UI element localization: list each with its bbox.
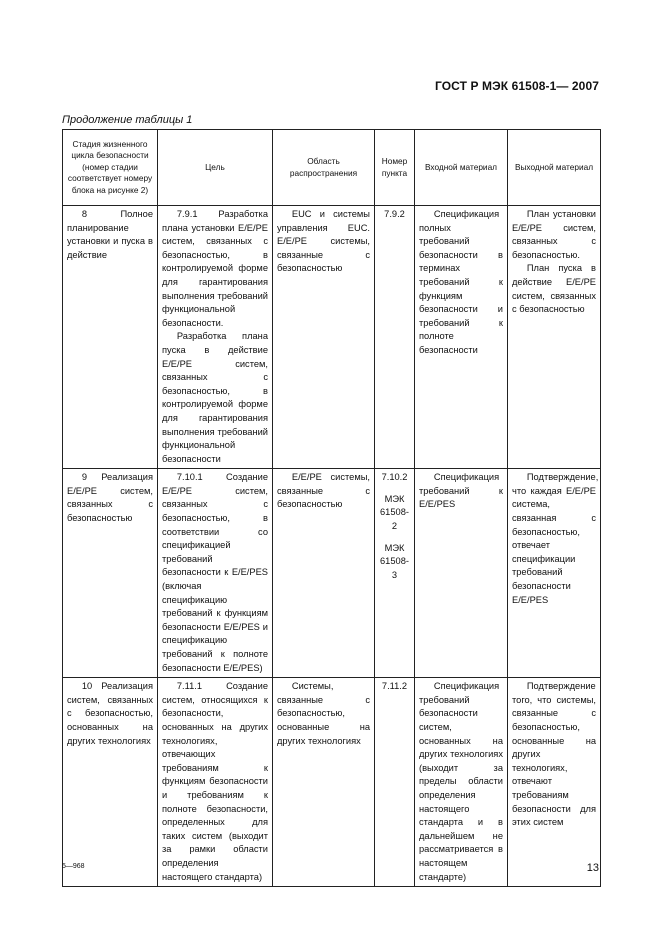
col-header-input: Входной материал xyxy=(415,130,508,206)
cell-stage: 9 Реализация E/E/PE систем, связанных с безопасностью xyxy=(63,469,158,678)
page-number: 13 xyxy=(586,862,599,874)
standard-header: ГОСТ Р МЭК 61508-1— 2007 xyxy=(434,79,599,93)
table-row xyxy=(63,206,601,469)
print-code: 5—968 xyxy=(62,863,85,870)
col-header-clause: Номер пункта xyxy=(375,130,415,206)
col-header-stage: Стадия жизненного цикла безопасности (номер стадии соответствует номеру блока на рисунке 2) xyxy=(63,130,158,206)
table-row xyxy=(63,678,601,887)
cell-clause: 7.11.2 xyxy=(375,678,415,887)
table-caption: Продолжение таблицы 1 xyxy=(62,114,193,126)
cell-goal: 7.11.1 Создание систем, относящихся к безопасности, основанных на других технологиях, отвечающих требованиям к функциям безопасности и требованиям к полноте безопасности, определенных для таких систем (выходит за рамки области определения настоящего стандарта) xyxy=(158,678,273,887)
cell-scope: EUC и системы управления EUC. E/E/PE системы, связанные с безопасностью xyxy=(273,206,375,469)
lifecycle-table xyxy=(62,129,601,887)
cell-output: Подтверждение того, что системы, связанные с безопасностью, основанные на других технологиях, отвечают требованиям безопасности для этих систем xyxy=(508,678,601,887)
cell-output: План установки E/E/PE систем, связанных с безопасностью. План пуска в действие E/E/PE систем, связанных с безопасностью xyxy=(508,206,601,469)
table-row xyxy=(63,469,601,678)
cell-stage: 10 Реализация систем, связанных с безопасностью, основанных на других технологиях xyxy=(63,678,158,887)
cell-goal: 7.9.1 Разработка плана установки E/E/PE систем, связанных с безопасностью, в контролируемой форме для гарантирования выполнения требований функциональной безопасности. Разработка плана пуска в действие E/E/PE систем, связанных с безопасностью, в контролируемой форме для гарантирования выполнения требований функциональной безопасности xyxy=(158,206,273,469)
cell-scope: Системы, связанные с безопасностью, основанные на других технологиях xyxy=(273,678,375,887)
cell-stage: 8 Полное планирование установки и пуска в действие xyxy=(63,206,158,469)
col-header-scope: Область распространения xyxy=(273,130,375,206)
cell-input: Спецификация требований к E/E/PES xyxy=(415,469,508,678)
cell-input: Спецификация полных требований безопасности в терминах требований к функциям безопасности и требований к полноте безопасности xyxy=(415,206,508,469)
cell-goal: 7.10.1 Создание E/E/PE систем, связанных с безопасностью, в соответствии со спецификацией требований безопасности к E/E/PES (включая спецификацию требований к функциям безопасности E/E/PES и спецификацию требований к полноте безопасности E/E/PES) xyxy=(158,469,273,678)
cell-output: Подтверждение, что каждая E/E/PE система, связанная с безопасностью, отвечает спецификации требований безопасности E/E/PES xyxy=(508,469,601,678)
cell-clause: 7.9.2 xyxy=(375,206,415,469)
col-header-goal: Цель xyxy=(158,130,273,206)
table-header-row xyxy=(63,130,601,206)
cell-clause: 7.10.2 МЭК 61508-2 МЭК 61508-3 xyxy=(375,469,415,678)
cell-scope: E/E/PE системы, связанные с безопасностью xyxy=(273,469,375,678)
cell-input: Спецификация требований безопасности систем, основанных на других технологиях (выходит за пределы области определения настоящего стандарта и в дальнейшем не рассматривается в настоящем стандарте) xyxy=(415,678,508,887)
col-header-output: Выходной материал xyxy=(508,130,601,206)
